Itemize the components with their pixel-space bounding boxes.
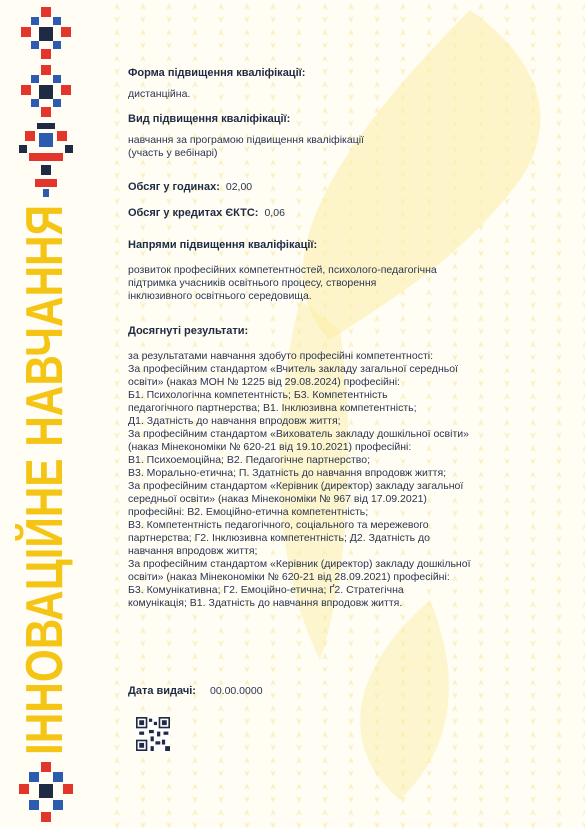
results-line: Б1. Психологічна компетентність; Б3. Компетентність <box>128 389 388 401</box>
credits-row <box>128 207 548 220</box>
results-line: за результатами навчання здобуто професійні компетентності: <box>128 350 434 362</box>
form-label: Форма підвищення кваліфікації: <box>128 67 306 79</box>
embroidery-ornament-top-icon <box>15 5 77 200</box>
results-line: За професійним стандартом «Вихователь закладу дошкільної освіти» <box>128 428 469 440</box>
kind-value-line: навчання за програмою підвищення кваліфікації <box>128 134 364 146</box>
results-line: Д1. Здатність до навчання впродовж життя; <box>128 415 341 427</box>
results-line: За професійним стандартом «Керівник (директор) закладу загальної <box>128 480 464 492</box>
results-line: навчання впродовж життя; <box>128 545 258 557</box>
results-line: освіти» (наказ МОН № 1225 від 29.08.2024) професійні: <box>128 376 400 388</box>
results-line: партнерства; Г2. Інклюзивна компетентність; Д2. Здатність до <box>128 532 431 544</box>
credits-label: Обсяг у кредитах ЄКТС: <box>128 207 259 219</box>
kind-value-line: (участь у вебінарі) <box>128 147 218 159</box>
results-line: педагогічного партнерства; В1. Інклюзивна компетентність; <box>128 402 417 414</box>
issue-date-row <box>128 685 548 698</box>
hours-row <box>128 181 548 194</box>
results-line: За професійним стандартом «Вчитель закладу загальної середньої <box>128 363 459 375</box>
hours-label: Обсяг у годинах: <box>128 181 220 193</box>
results-label: Досягнуті результати: <box>128 325 249 337</box>
directions-line: розвиток професійних компетентностей, психолого-педагогічна <box>128 264 437 276</box>
form-section <box>128 67 548 101</box>
directions-label: Напрями підвищення кваліфікації: <box>128 239 318 251</box>
embroidery-ornament-bottom-icon <box>15 760 77 824</box>
results-line: За професійним стандартом «Керівник (директор) закладу дошкільної <box>128 558 471 570</box>
results-line: Б3. Комунікативна; Г2. Емоційно-етична; Ґ2. Стратегічна <box>128 584 404 596</box>
results-line: В3. Компетентність педагогічного, соціального та мережевого <box>128 519 429 531</box>
results-line: середньої освіти» (наказ Мінекономіки № 967 від 17.09.2021) <box>128 493 427 505</box>
results-line: В1. Психоемоційна; В2. Педагогічне партнерство; <box>128 454 371 466</box>
results-line: (наказ Мінекономіки № 620-21 від 19.10.2021) професійні: <box>128 441 412 453</box>
directions-section <box>128 239 548 303</box>
results-section <box>128 325 548 610</box>
vertical-title <box>10 200 80 760</box>
vertical-title-text: ІННОВАЦІЙНЕ НАВЧАННЯ <box>16 200 74 755</box>
results-line: комунікація; В1. Здатність до навчання впродовж життя. <box>128 597 403 609</box>
kind-section <box>128 113 548 160</box>
qr-code-icon <box>136 717 170 751</box>
kind-label: Вид підвищення кваліфікації: <box>128 113 291 125</box>
directions-line: інклюзивного освітнього середовища. <box>128 290 312 302</box>
left-decoration <box>0 0 95 828</box>
directions-line: підтримка учасників освітнього процесу, створення <box>128 277 377 289</box>
hours-value: 02,00 <box>225 181 253 193</box>
form-value: дистанційна. <box>128 88 191 100</box>
results-line: освіти» (наказ Мінекономіки № 620-21 від 28.09.2021) професійні: <box>128 571 450 583</box>
results-line: професійні: В2. Емоційно-етична компетентність; <box>128 506 369 518</box>
credits-value: 0,06 <box>264 207 285 219</box>
issue-date-value: 00.00.0000 <box>209 685 263 697</box>
issue-date-label: Дата видачі: <box>128 685 196 697</box>
results-line: В3. Морально-етична; П. Здатність до навчання впродовж життя; <box>128 467 447 479</box>
